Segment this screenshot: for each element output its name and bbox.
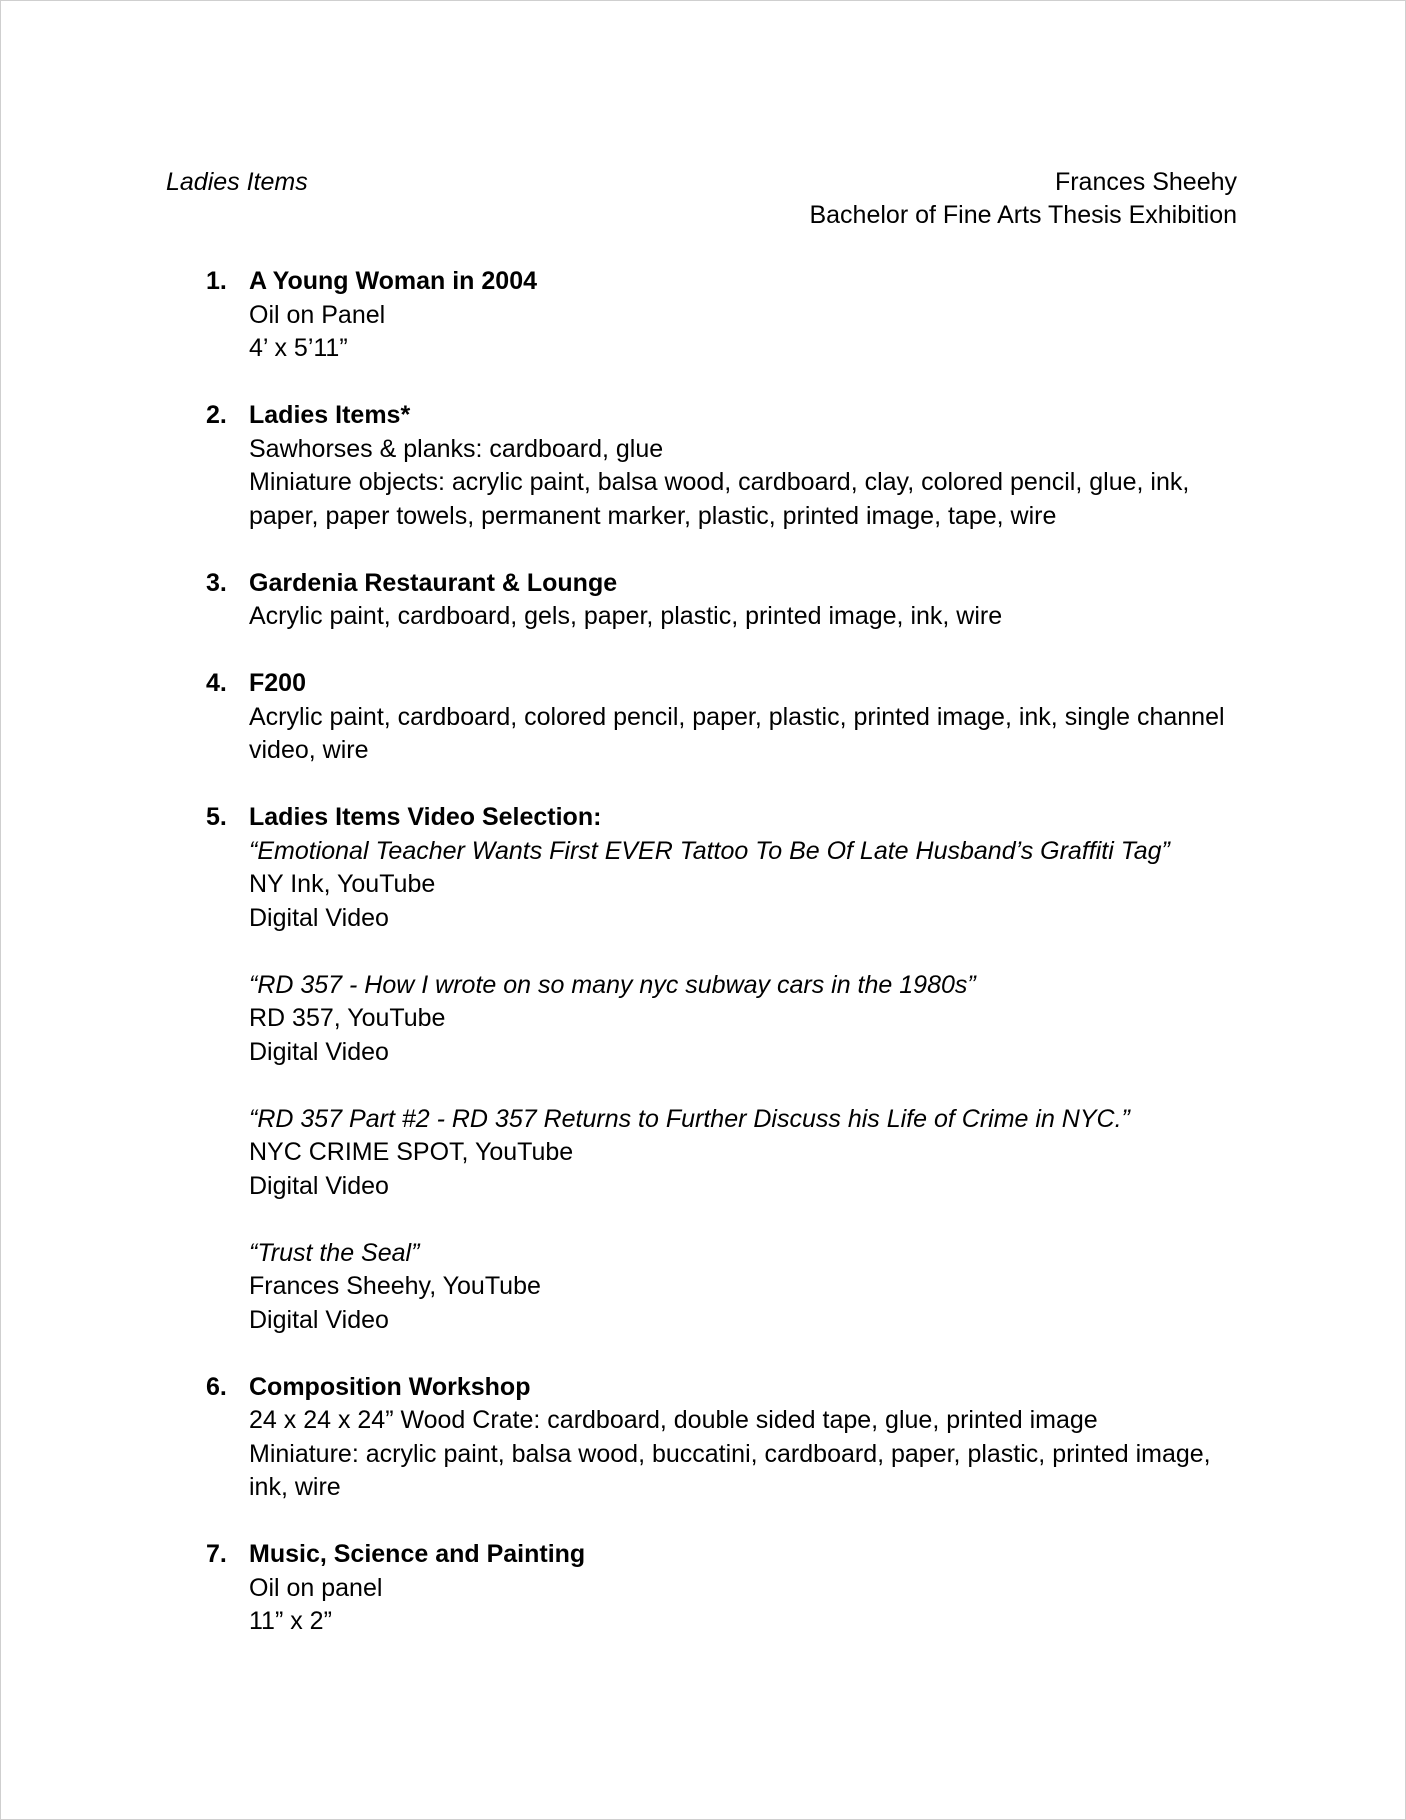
header-info <box>809 166 1237 232</box>
work-detail: 24 x 24 x 24” Wood Crate: cardboard, double sided tape, glue, printed image <box>249 1406 1098 1434</box>
work-title: A Young Woman in 2004 <box>249 267 538 295</box>
work-detail: Sawhorses & planks: cardboard, glue <box>249 434 664 463</box>
work-detail: Oil on Panel <box>249 300 386 329</box>
item-number: 7. <box>206 1540 227 1568</box>
list-item <box>206 1371 1246 1505</box>
video-entry <box>249 969 1246 1070</box>
work-detail: Miniature objects: acrylic paint, balsa wood, cardboard, clay, colored pencil, glue, ink, paper, paper towels, permanent marker, plastic, printed image, tape, wire <box>249 468 1190 530</box>
video-source: NY Ink, YouTube <box>249 870 436 898</box>
list-item <box>206 667 1246 768</box>
video-title: “Trust the Seal” <box>249 1238 420 1267</box>
work-title: Ladies Items Video Selection: <box>249 803 602 831</box>
list-item <box>206 801 1246 1337</box>
video-source: RD 357, YouTube <box>249 1004 446 1032</box>
item-number: 3. <box>206 568 227 597</box>
item-number: 6. <box>206 1372 227 1401</box>
video-source: Frances Sheehy, YouTube <box>249 1272 541 1300</box>
video-title: “Emotional Teacher Wants First EVER Tattoo To Be Of Late Husband’s Graffiti Tag” <box>249 836 1170 865</box>
list-item <box>206 1538 1246 1639</box>
work-detail: Miniature: acrylic paint, balsa wood, buccatini, cardboard, paper, plastic, printed image, ink, wire <box>249 1439 1211 1501</box>
work-detail: Acrylic paint, cardboard, colored pencil, paper, plastic, printed image, ink, single channel video, wire <box>249 702 1225 764</box>
work-title: F200 <box>249 669 306 697</box>
video-source: NYC CRIME SPOT, YouTube <box>249 1138 574 1166</box>
video-medium: Digital Video <box>249 903 389 932</box>
list-item <box>206 399 1246 533</box>
exhibition-title: Ladies Items <box>166 168 308 196</box>
work-detail: 11” x 2” <box>249 1607 332 1635</box>
video-medium: Digital Video <box>249 1037 389 1066</box>
work-title: Ladies Items* <box>249 401 411 429</box>
work-title: Composition Workshop <box>249 1372 531 1401</box>
video-entry <box>249 1103 1246 1204</box>
item-number: 2. <box>206 401 227 429</box>
video-entry <box>249 1237 1246 1338</box>
video-title: “RD 357 - How I wrote on so many nyc subway cars in the 1980s” <box>249 970 976 999</box>
video-medium: Digital Video <box>249 1171 389 1200</box>
item-number: 5. <box>206 803 227 831</box>
work-detail: 4’ x 5’11” <box>249 334 348 362</box>
event-name: Bachelor of Fine Arts Thesis Exhibition <box>809 201 1237 229</box>
item-number: 4. <box>206 669 227 697</box>
item-number: 1. <box>206 267 227 295</box>
video-title: “RD 357 Part #2 - RD 357 Returns to Further Discuss his Life of Crime in NYC.” <box>249 1104 1130 1133</box>
work-title: Music, Science and Painting <box>249 1540 586 1568</box>
works-list <box>206 265 1246 1672</box>
list-item <box>206 567 1246 634</box>
list-item <box>206 265 1246 366</box>
work-title: Gardenia Restaurant & Lounge <box>249 568 618 597</box>
artist-name: Frances Sheehy <box>1054 168 1237 196</box>
work-detail: Oil on panel <box>249 1573 383 1602</box>
video-medium: Digital Video <box>249 1305 389 1334</box>
work-detail: Acrylic paint, cardboard, gels, paper, plastic, printed image, ink, wire <box>249 602 1003 630</box>
video-entry <box>249 835 1246 936</box>
